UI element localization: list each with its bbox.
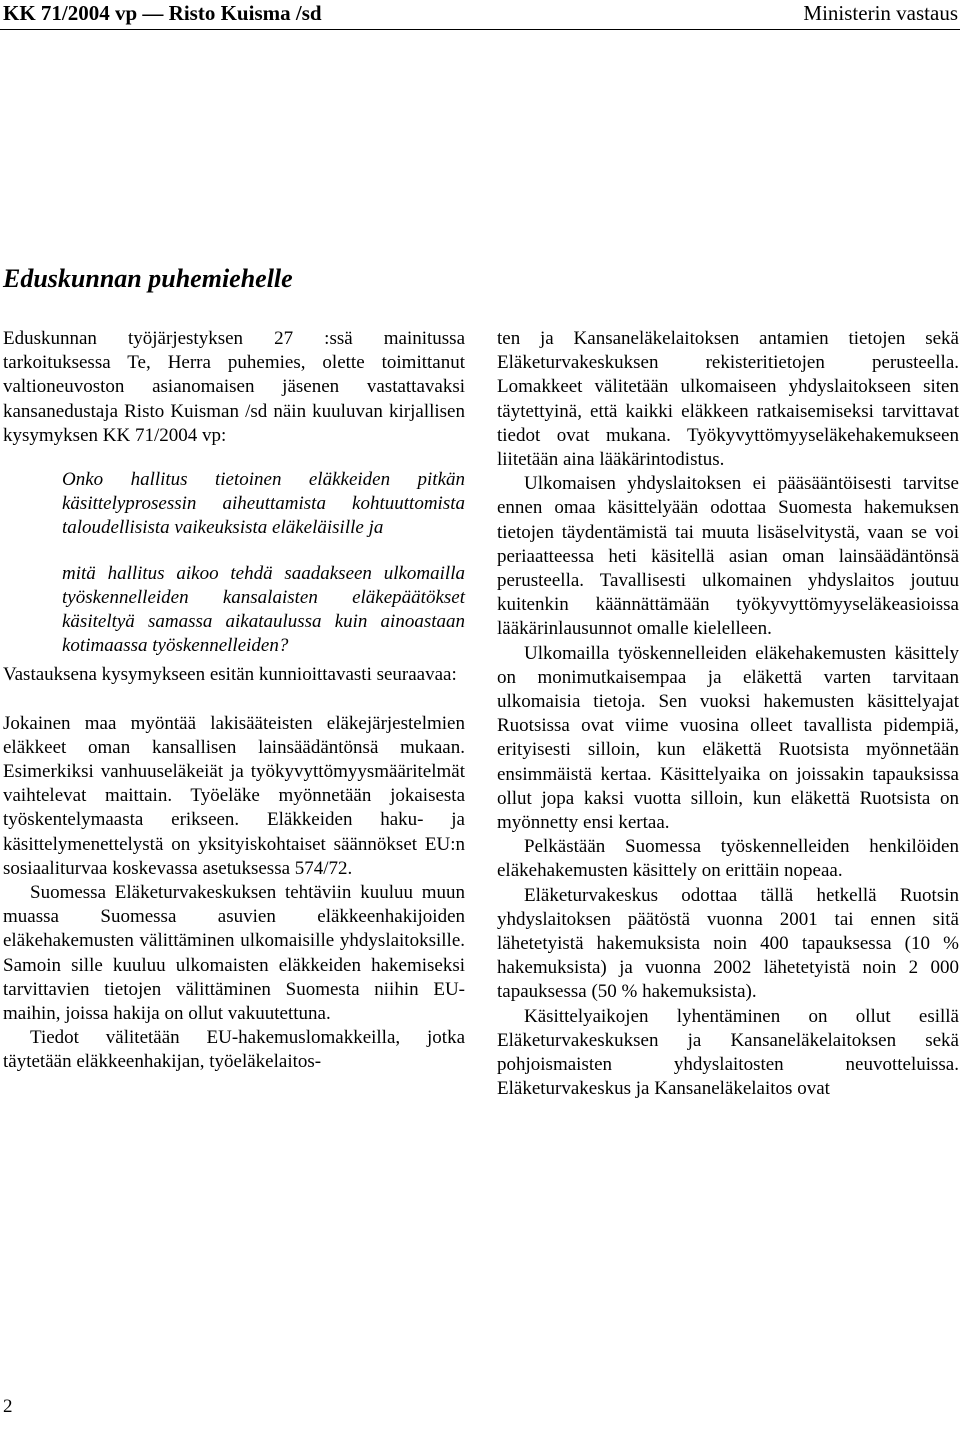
answer-paragraph-6: Pelkästään Suomessa työskennelleiden henkilöiden eläkehakemusten käsittely on erittäin nopeaa.	[497, 836, 959, 882]
answer-paragraph-1: Jokainen maa myöntää lakisääteisten eläkejärjestelmien eläkkeet oman kansallisen lainsäädäntönsä mukaan. Esimerkiksi vanhuuseläkeiät ja työkyvyttömyysmääritelmät vaihtelevat maittain. Työeläke myönnetään jokaisesta työskentelymaasta erikseen. Eläkkeiden haku- ja käsittelymenettelystä on yksityiskohtaiset säännökset EU:n sosiaaliturvaa koskevassa asetuksessa 574/72.	[3, 712, 465, 879]
question-part-2: mitä hallitus aikoo tehdä saadakseen ulkomailla työskennelleiden kansalaisten eläkepäätökset käsiteltyä samassa aikataulussa kuin ainoastaan kotimaassa työskennelleiden?	[62, 562, 465, 657]
left-column	[3, 327, 465, 1075]
header-rule	[0, 29, 960, 30]
salutation-heading: Eduskunnan puhemiehelle	[3, 264, 293, 293]
header-section-title: Ministerin vastaus	[803, 1, 958, 25]
answer-paragraph-8: Käsittelyaikojen lyhentäminen on ollut esillä Eläketurvakeskuksen ja Kansaneläkelaitoksen sekä pohjoismaisten yhdyslaitosten neuvotteluissa. Eläketurvakeskus ja Kansaneläkelaitos ovat	[497, 1005, 959, 1100]
answer-paragraph-5: Ulkomailla työskennelleiden eläkehakemusten käsittely on monimutkaisempaa ja eläkettä varten tarvitaan ulkomaisia tietoja. Sen vuoksi hakemusten käsittelyajat Ruotsissa ovat viime vuosina olleet tavallista pidempiä, erityisesti silloin, kun eläkettä Ruotsista myönnetään ensimmäistä kertaa. Käsittelyaika on joissakin tapauksissa ollut jopa kaksi vuotta silloin, kun eläkettä Ruotsista on myönnetty ensi kertaa.	[497, 642, 959, 834]
answer-paragraph-3-cont: ten ja Kansaneläkelaitoksen antamien tietojen sekä Eläketurvakeskuksen rekisteritietojen perusteella. Lomakkeet välitetään ulkomaiseen yhdyslaitokseen siten täytettyinä, että kaikki eläkkeen ratkaisemiseksi tarvittavat tiedot ovat mukana. Työkyvyttömyyseläkehakemukseen liitetään aina lääkärintodistus.	[497, 328, 959, 471]
answer-paragraph-3: Tiedot välitetään EU-hakemuslomakkeilla, jotka täytetään eläkkeenhakijan, työeläkelaitos-	[3, 1027, 465, 1073]
right-column	[497, 327, 959, 1102]
intro-paragraph: Eduskunnan työjärjestyksen 27 :ssä mainitussa tarkoituksessa Te, Herra puhemies, olette toimittanut valtioneuvoston asianomaisen jäsenen vastattavaksi kansanedustaja Risto Kuisman /sd näin kuuluvan kirjallisen kysymyksen KK 71/2004 vp:	[3, 328, 465, 446]
answer-intro-paragraph: Vastauksena kysymykseen esitän kunnioittavasti seuraavaa:	[3, 664, 457, 686]
page-header	[0, 0, 960, 40]
page-number: 2	[3, 1396, 13, 1417]
answer-paragraph-2: Suomessa Eläketurvakeskuksen tehtäviin kuuluu muun muassa Suomessa asuvien eläkkeenhakijoiden eläkehakemusten välittäminen ulkomaisille yhdyslaitoksille. Samoin sille kuuluu ulkomaisten eläkkeiden hakemiseksi tarvittavien tietojen välittäminen Suomesta niihin EU-maihin, joissa hakija on ollut vakuutettuna.	[3, 882, 465, 1025]
header-document-id: KK 71/2004 vp — Risto Kuisma /sd	[3, 1, 322, 25]
question-part-1: Onko hallitus tietoinen eläkkeiden pitkän käsittelyprosessin aiheuttamista kohtuuttomista taloudellisista vaikeuksista eläkeläisille ja	[62, 469, 465, 539]
answer-paragraph-4: Ulkomaisen yhdyslaitoksen ei pääsääntöisesti tarvitse ennen omaa käsittelyään odottaa Suomesta hakemuksen tietojen täydentämistä tai muuta lisäselvitystä, vaan se voi periaatteessa heti käsitellä asian oman lainsäädäntönsä perusteella. Tavallisesti ulkomainen yhdyslaitos joutuu kuitenkin käännättämään työkyvyttömyyseläkeasioissa lääkärinlausunnot omalle kielelleen.	[497, 473, 959, 640]
answer-paragraph-7: Eläketurvakeskus odottaa tällä hetkellä Ruotsin yhdyslaitoksen päätöstä vuonna 2001 tai ennen sitä lähetetyistä hakemuksista noin 400 tapauksessa (10 % hakemuksista) ja vuonna 2002 lähetetyistä noin 2 000 tapauksessa (50 % hakemuksista).	[497, 884, 959, 1003]
